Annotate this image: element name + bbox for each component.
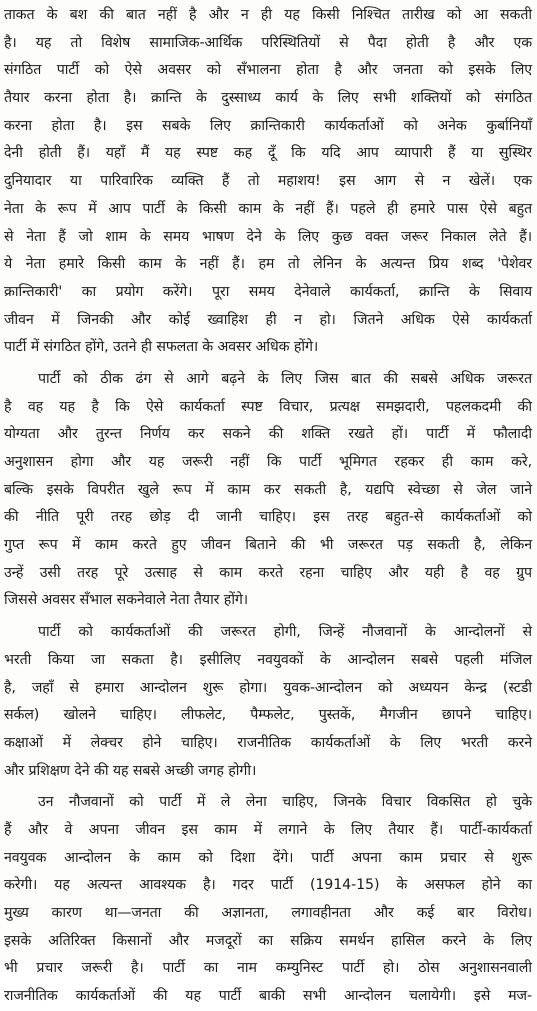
- text-line: की नीति पूरी तरह छोड़ दी जानी चाहिए। इस तरह बहुत-से कार्यकर्ताओं को: [4, 509, 532, 526]
- text-line: सर्कल) खोलने चाहिए। लीफलेट, पैम्फलेट, पुस्तकें, मैगजीन छापने चाहिए।: [4, 707, 532, 724]
- text-line: गुप्त रूप में काम करते हुए जीवन बिताने की भी जरूरत पड़ सकती है, लेकिन: [4, 537, 532, 554]
- text-line: नवयुवक आन्दोलन के काम को दिशा देंगे। पार्टी अपना काम प्रचार से शुरू: [4, 849, 532, 866]
- text-line: पार्टी को कार्यकर्ताओं की जरूरत होगी, जिन्हें नौजवानों के आन्दोलनों से: [38, 624, 532, 641]
- body-text: [4, 2, 532, 1011]
- text-line: तैयार करना होता है। क्रान्ति के दुस्साध्य कार्य के लिए सभी शक्तियों को संगठित: [4, 90, 532, 107]
- text-line: योग्यता और तुरन्त निर्णय कर सकने की शक्ति रखते हों। पार्टी में फौलादी: [4, 426, 532, 443]
- text-line: करेगी। यह अत्यन्त आवश्यक है। गदर पार्टी (1914-15) के असफल होने का: [4, 877, 532, 894]
- text-line: क्रान्तिकारी' का प्रयोग करेंगे। पूरा समय देनेवाले कार्यकर्ता, क्रान्ति के सिवाय: [4, 283, 532, 300]
- text-line: करना होता है। इस सबके लिए क्रान्तिकारी कार्यकर्ताओं को अनेक कुर्बानियाँ: [4, 117, 532, 134]
- text-line: पार्टी में संगठित होंगे, उतने ही सफलता के अवसर अधिक होंगे।: [4, 339, 319, 356]
- text-line: भी प्रचार जरूरी है। पार्टी का नाम कम्युनिस्ट पार्टी हो। ठोस अनुशासनवाली: [4, 960, 532, 977]
- text-line: उन नौजवानों को पार्टी में ले लेना चाहिए, जिनके विचार विकसित हो चुके: [38, 794, 532, 811]
- paragraph-4: [4, 789, 532, 1011]
- text-line: जीवन में जिनकी और कोई ख्वाहिश ही न हो। जितने अधिक ऐसे कार्यकर्ता: [4, 311, 532, 328]
- text-line: ताकत के बश की बात नहीं है और न ही यह किसी निश्चित तारीख को आ सकती: [4, 7, 532, 23]
- text-line: है, जहाँ से हमारा आन्दोलन शुरू होगा। युवक-आन्दोलन को अध्ययन केन्द्र (स्टडी: [4, 679, 532, 696]
- text-line: दुनियादार या पारिवारिक व्यक्ति हैं तो महाशय! इस आग से न खेलें। एक: [4, 173, 532, 190]
- text-line: से नेता हैं जो शाम के समय भाषण देने के लिए कुछ वक्त जरूर निकाल लेते हैं।: [4, 228, 532, 245]
- text-line: देनी होती हैं। यहाँ मैं यह स्पष्ट कह दूँ कि यदि आप व्यापारी हैं या सुस्थिर: [4, 145, 532, 162]
- text-line: ये नेता हमारे किसी काम के नहीं हैं। हम तो लेनिन के अत्यन्त प्रिय शब्द 'पेशेवर: [4, 256, 532, 273]
- text-line: राजनीतिक कार्यकर्ताओं की यह पार्टी बाकी सभी आन्दोलन चलायेगी। इसे मज-: [4, 988, 532, 1005]
- text-line: हैं और वे अपना जीवन इस काम में लगाने के लिए तैयार हैं। पार्टी-कार्यकर्ता: [4, 821, 532, 838]
- text-line: है वह यह है कि ऐसे कार्यकर्ता स्पष्ट विचार, प्रत्यक्ष समझदारी, पहलकदमी की: [4, 398, 532, 415]
- paragraph-3: [4, 619, 532, 785]
- text-line: जिससे अवसर सँभाल सकनेवाले नेता तैयार होंगे।: [4, 592, 249, 609]
- text-line: पार्टी को ठीक ढंग से आगे बढ़ने के लिए जिस बात की सबसे अधिक जरूरत: [38, 370, 532, 387]
- text-line: अनुशासन होगा और यह जरूरी नहीं कि पार्टी भूमिगत रहकर ही काम करे,: [4, 454, 532, 470]
- text-line: इसके अतिरिक्त किसानों और मजदूरों का सक्रिय समर्थन हासिल करने के लिए: [4, 932, 532, 949]
- text-line: कक्षाओं में लेक्चर होने चाहिए। राजनीतिक कार्यकर्ताओं के लिए भरती करने: [4, 734, 532, 751]
- text-line: है। यह तो विशेष सामाजिक-आर्थिक परिस्थितियों से पैदा होती है और एक: [4, 34, 532, 51]
- text-line: मुख्य कारण था—जनता की अज्ञानता, लगावहीनता और कई बार विरोध।: [4, 905, 532, 921]
- text-line: और प्रशिक्षण देने की यह सबसे अच्छी जगह होगी।: [4, 762, 257, 779]
- text-line: उन्हें उसी तरह पूरे उत्साह से काम करते रहना चाहिए और यही है वह ग्रुप: [4, 564, 532, 581]
- text-line: बल्कि इसके विपरीत खुले रूप में काम कर सकती है, यद्यपि स्वेच्छा से जेल जाने: [4, 481, 532, 498]
- paragraph-1: [4, 2, 532, 362]
- text-line: नेता के रूप में आप पार्टी के किसी काम के नहीं हैं। पहले ही हमारे पास ऐसे बहुत: [4, 200, 532, 217]
- text-line: भरती किया जा सकता है। इसीलिए नवयुवकों के आन्दोलन सबसे पहली मंजिल: [4, 651, 532, 668]
- text-line: संगठित पार्टी को ऐसे अवसर को सँभालना होता है और जनता को इसके लिए: [4, 62, 532, 79]
- paragraph-2: [4, 366, 532, 615]
